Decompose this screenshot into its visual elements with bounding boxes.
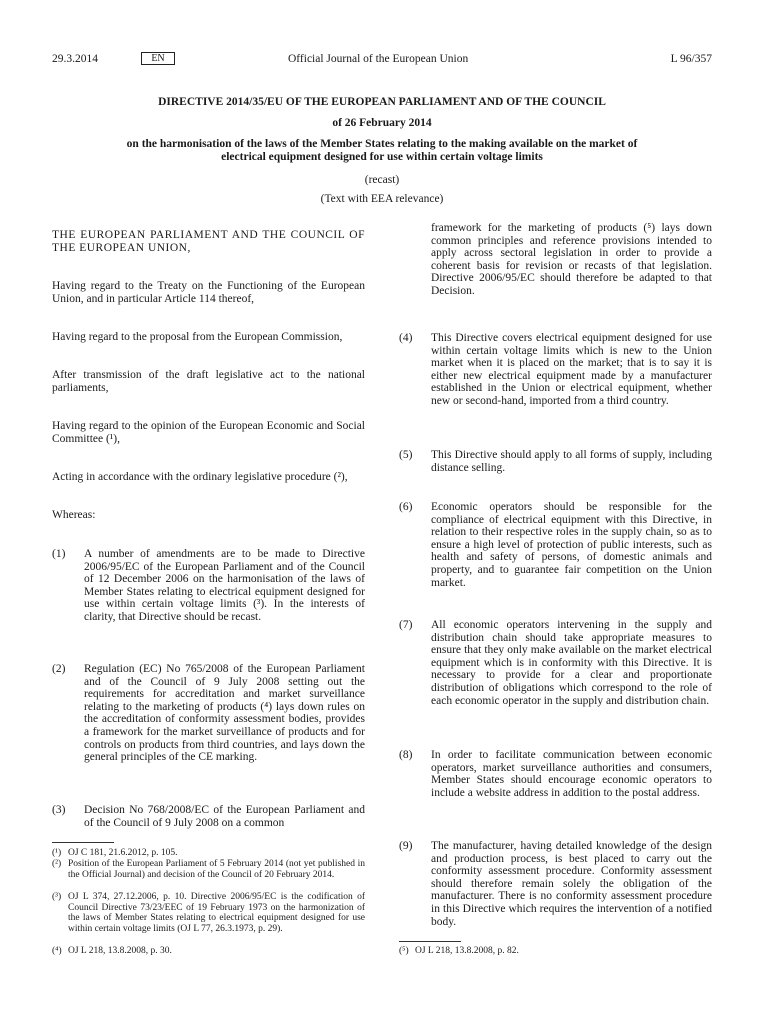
recital-number: (6)	[399, 501, 413, 513]
footnote-separator	[399, 941, 461, 942]
footnote-separator	[52, 842, 114, 843]
intro-parties: THE EUROPEAN PARLIAMENT AND THE COUNCIL OF THE EUROPEAN UNION,	[52, 229, 365, 254]
eea-relevance: (Text with EEA relevance)	[320, 193, 444, 205]
journal-title: Official Journal of the European Union	[288, 53, 469, 65]
citation-transmission: After transmission of the draft legislative act to the national parliaments,	[52, 369, 365, 394]
recital-text: This Directive should apply to all forms of supply, including distance selling.	[431, 449, 712, 474]
footnote-text: OJ L 218, 13.8.2008, p. 30.	[68, 946, 172, 956]
recital-number: (5)	[399, 449, 413, 461]
recital-number: (4)	[399, 332, 413, 344]
recast-label: (recast)	[364, 174, 400, 186]
footnote-text: OJ L 218, 13.8.2008, p. 82.	[415, 946, 519, 956]
citation-procedure: Acting in accordance with the ordinary legislative procedure (²),	[52, 471, 348, 483]
recital-text: Decision No 768/2008/EC of the European Parliament and of the Council of 9 July 2008 on a common	[84, 804, 365, 829]
footnote-number: (¹)	[52, 848, 62, 858]
page-reference: L 96/357	[670, 53, 712, 65]
recital-3-continuation: framework for the marketing of products (⁵) lays down common principles and reference provisions intended to apply across sectoral legislation in order to provide a coherent basis for revision or recasts of that legislation. Directive 2006/95/EC should therefore be adapted to that Decision.	[431, 222, 712, 297]
recital-text: All economic operators intervening in the supply and distribution chain should take appropriate measures to ensure that they only make available on the market electrical equipment which is in conformity with this Directive. It is necessary to provide for a clear and proportionate distribution of obligations which correspond to the role of each economic operator in the supply and distribution chain.	[431, 619, 712, 707]
header-date: 29.3.2014	[52, 53, 98, 65]
footnote-number: (⁵)	[399, 946, 409, 956]
recital-text: This Directive covers electrical equipment designed for use within certain voltage limits which is new to the Union market when it is placed on the market; that is to say it is either new electrical equipment made by a manufacturer established in the Union or electrical equipment, whether new or second-hand, imported from a third country.	[431, 332, 712, 407]
recital-number: (8)	[399, 749, 413, 761]
recital-text: Regulation (EC) No 765/2008 of the European Parliament and of the Council of 9 July 2008 setting out the requirements for accreditation and market surveillance relating to the marketing of products (⁴) lays down rules on the accreditation of conformity assessment bodies, provides a framework for the market surveillance of products and for controls on products from third countries, and lays down the general principles of the CE marking.	[84, 663, 365, 764]
directive-date: of 26 February 2014	[332, 117, 432, 129]
footnote-text: Position of the European Parliament of 5 February 2014 (not yet published in the Official Journal) and decision of the Council of 20 February 2014.	[68, 859, 365, 880]
citation-treaty: Having regard to the Treaty on the Functioning of the European Union, and in particular Article 114 thereof,	[52, 280, 365, 305]
footnote-number: (²)	[52, 859, 62, 869]
recital-text: In order to facilitate communication between economic operators, market surveillance authorities and consumers, Member States should encourage economic operators to include a website address in addition to the postal address.	[431, 749, 712, 799]
recital-number: (9)	[399, 840, 413, 852]
recital-text: The manufacturer, having detailed knowledge of the design and production process, is best placed to carry out the conformity assessment procedure. Conformity assessment should therefore remain solely the obligation of the manufacturer. There is no conformity assessment procedure in this Directive which requires the intervention of a notified body.	[431, 840, 712, 928]
whereas-label: Whereas:	[52, 509, 96, 521]
citation-proposal: Having regard to the proposal from the European Commission,	[52, 331, 343, 343]
language-badge: EN	[141, 52, 175, 65]
recital-text: A number of amendments are to be made to Directive 2006/95/EC of the European Parliament and of the Council of 12 December 2006 on the harmonisation of the laws of Member States relating to electrical equipment designed for use within certain voltage limits (³). In the interests of clarity, that Directive should be recast.	[84, 548, 365, 623]
directive-title: DIRECTIVE 2014/35/EU OF THE EUROPEAN PARLIAMENT AND OF THE COUNCIL	[158, 96, 606, 108]
footnote-number: (³)	[52, 892, 62, 902]
recital-number: (1)	[52, 548, 66, 560]
recital-number: (3)	[52, 804, 66, 816]
citation-opinion: Having regard to the opinion of the European Economic and Social Committee (¹),	[52, 420, 365, 445]
directive-subject: on the harmonisation of the laws of the Member States relating to the making available on the market of electrical equipment designed for use within certain voltage limits	[126, 138, 638, 163]
recital-text: Economic operators should be responsible for the compliance of electrical equipment with this Directive, in relation to their respective roles in the supply chain, so as to ensure a high level of protection of public interests, such as health and safety of persons, of domestic animals and property, and to guarantee fair competition on the Union market.	[431, 501, 712, 589]
footnote-text: OJ C 181, 21.6.2012, p. 105.	[68, 848, 178, 858]
recital-number: (7)	[399, 619, 413, 631]
recital-number: (2)	[52, 663, 66, 675]
footnote-number: (⁴)	[52, 946, 62, 956]
footnote-text: OJ L 374, 27.12.2006, p. 10. Directive 2006/95/EC is the codification of Council Directive 73/23/EEC of 19 February 1973 on the harmonization of the laws of Member States relating to electrical equipment designed for use within certain voltage limits (OJ L 77, 26.3.1973, p. 29).	[68, 892, 365, 934]
